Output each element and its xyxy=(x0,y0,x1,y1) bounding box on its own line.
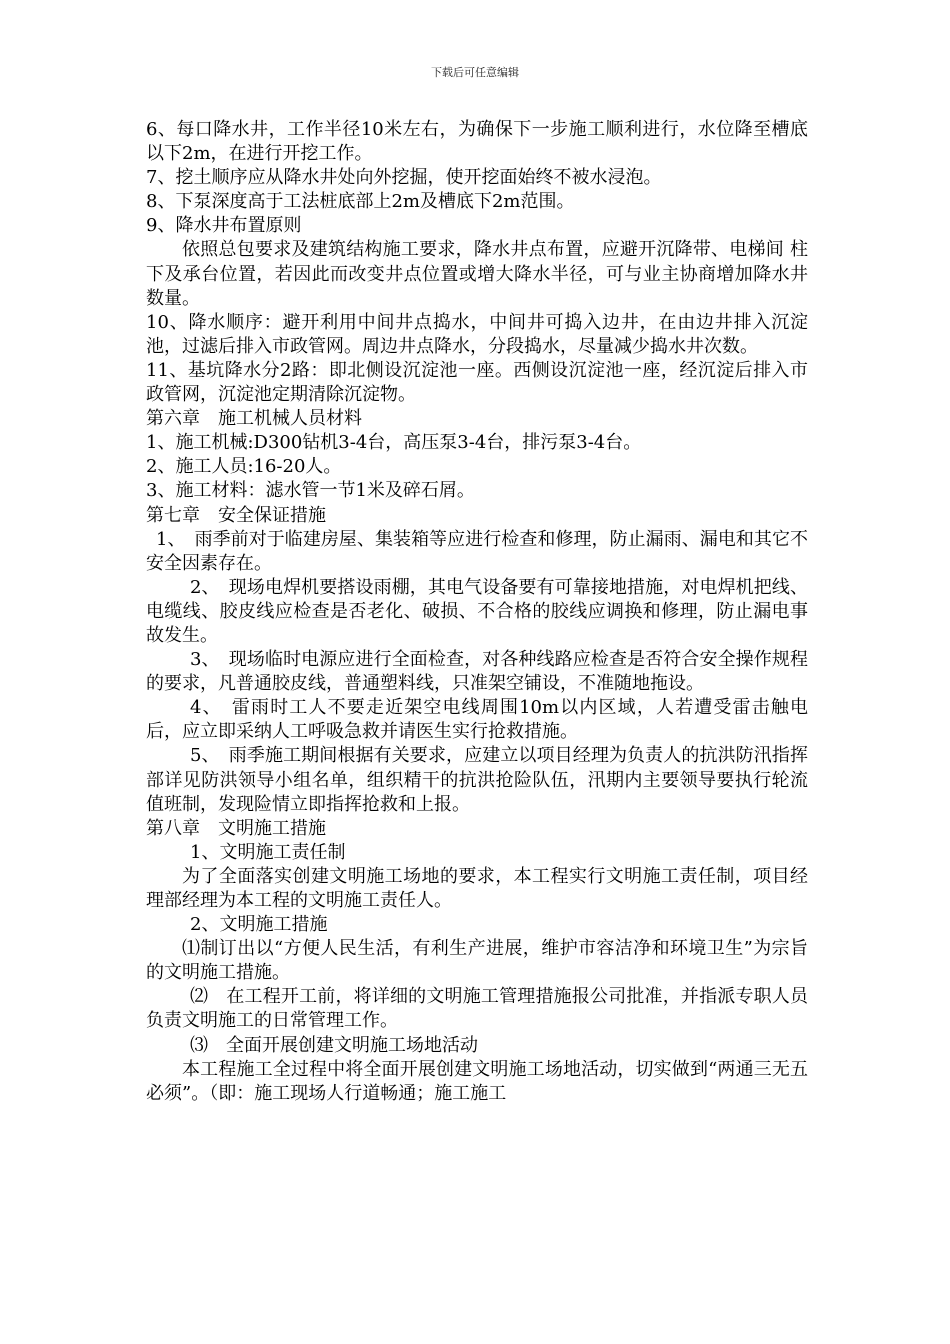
paragraph-item-9-heading: 9、降水井布置原则 xyxy=(146,215,302,237)
paragraph-item-10: 10、降水顺序：避开利用中间井点捣水，中间井可捣入边井，在由边井排入沉淀池，过滤后排入市政管网。周边井点降水，分段捣水，尽量减少捣水井次数。 xyxy=(146,311,808,357)
civilized-subheading-1: 1、文明施工责任制 xyxy=(190,841,346,863)
chapter-7-heading: 第七章 安全保证措施 xyxy=(146,504,326,526)
page-header-note: 下载后可任意编辑 xyxy=(431,66,519,79)
safety-item-1: 1、 雨季前对于临建房屋、集装箱等应进行检查和修理，防止漏雨、漏电和其它不安全因素存在。 xyxy=(146,528,808,574)
safety-item-3: 3、 现场临时电源应进行全面检查，对各种线路应检查是否符合安全操作规程的要求，凡普通胶皮线，普通塑料线，只准架空铺设，不准随地拖设。 xyxy=(146,649,808,695)
civilized-subheading-2: 2、文明施工措施 xyxy=(190,914,328,936)
safety-item-5: 5、 雨季施工期间根据有关要求，应建立以项目经理为负责人的抗洪防汛指挥部详见防洪领导小组名单，组织精干的抗洪抢险队伍，汛期内主要领导要执行轮流值班制，发现险情立即指挥抢救和上报。 xyxy=(146,745,808,815)
paragraph-item-11: 11、基坑降水分2路：即北侧设沉淀池一座。西侧设沉淀池一座，经沉淀后排入市政管网，沉淀池定期清除沉淀物。 xyxy=(146,359,808,406)
materials-item: 3、施工材料：滤水管一节1米及碎石屑。 xyxy=(146,480,475,502)
civilized-measure-1: ⑴制订出以“方便人民生活，有利生产进展，维护市容洁净和环境卫生”为宗旨的文明施工措施。 xyxy=(146,938,808,984)
document-body xyxy=(146,118,808,1106)
paragraph-item-6: 6、每口降水井，工作半径10米左右，为确保下一步施工顺利进行，水位降至槽底以下2m，在进行开挖工作。 xyxy=(146,119,808,165)
civilized-body-2: 本工程施工全过程中将全面开展创建文明施工场地活动，切实做到“两通三无五必须”。（即：施工现场人行道畅通；施工施工 xyxy=(146,1058,808,1104)
civilized-measure-2: ⑵ 在工程开工前，将详细的文明施工管理措施报公司批准，并指派专职人员负责文明施工的日常管理工作。 xyxy=(146,986,808,1032)
paragraph-item-8: 8、下泵深度高于工法桩底部上2m及槽底下2m范围。 xyxy=(146,191,575,213)
machinery-item: 1、施工机械:D300钻机3-4台，高压泵3-4台，排污泵3-4台。 xyxy=(146,432,642,454)
paragraph-item-7: 7、挖土顺序应从降水井处向外挖掘，使开挖面始终不被水浸泡。 xyxy=(146,167,662,189)
paragraph-item-9-body: 依照总包要求及建筑结构施工要求，降水井点布置，应避开沉降带、电梯间 柱下及承台位置，若因此而改变井点位置或增大降水半径，可与业主协商增加降水井数量。 xyxy=(146,239,808,309)
civilized-measure-3: ⑶ 全面开展创建文明施工场地活动 xyxy=(190,1034,478,1056)
safety-item-2: 2、 现场电焊机要搭设雨棚，其电气设备要有可靠接地措施，对电焊机把线、电缆线、胶皮线应检查是否老化、破损、不合格的胶线应调换和修理，防止漏电事故发生。 xyxy=(146,576,808,646)
chapter-6-heading: 第六章 施工机械人员材料 xyxy=(146,408,362,430)
civilized-body-1: 为了全面落实创建文明施工场地的要求，本工程实行文明施工责任制，项目经理部经理为本工程的文明施工责任人。 xyxy=(146,865,808,911)
personnel-item: 2、施工人员:16-20人。 xyxy=(146,456,342,478)
chapter-8-heading: 第八章 文明施工措施 xyxy=(146,817,326,839)
safety-item-4: 4、 雷雨时工人不要走近架空电线周围10m以内区域，人若遭受雷击触电后，应立即采纳人工呼吸急救并请医生实行抢救措施。 xyxy=(146,697,808,743)
